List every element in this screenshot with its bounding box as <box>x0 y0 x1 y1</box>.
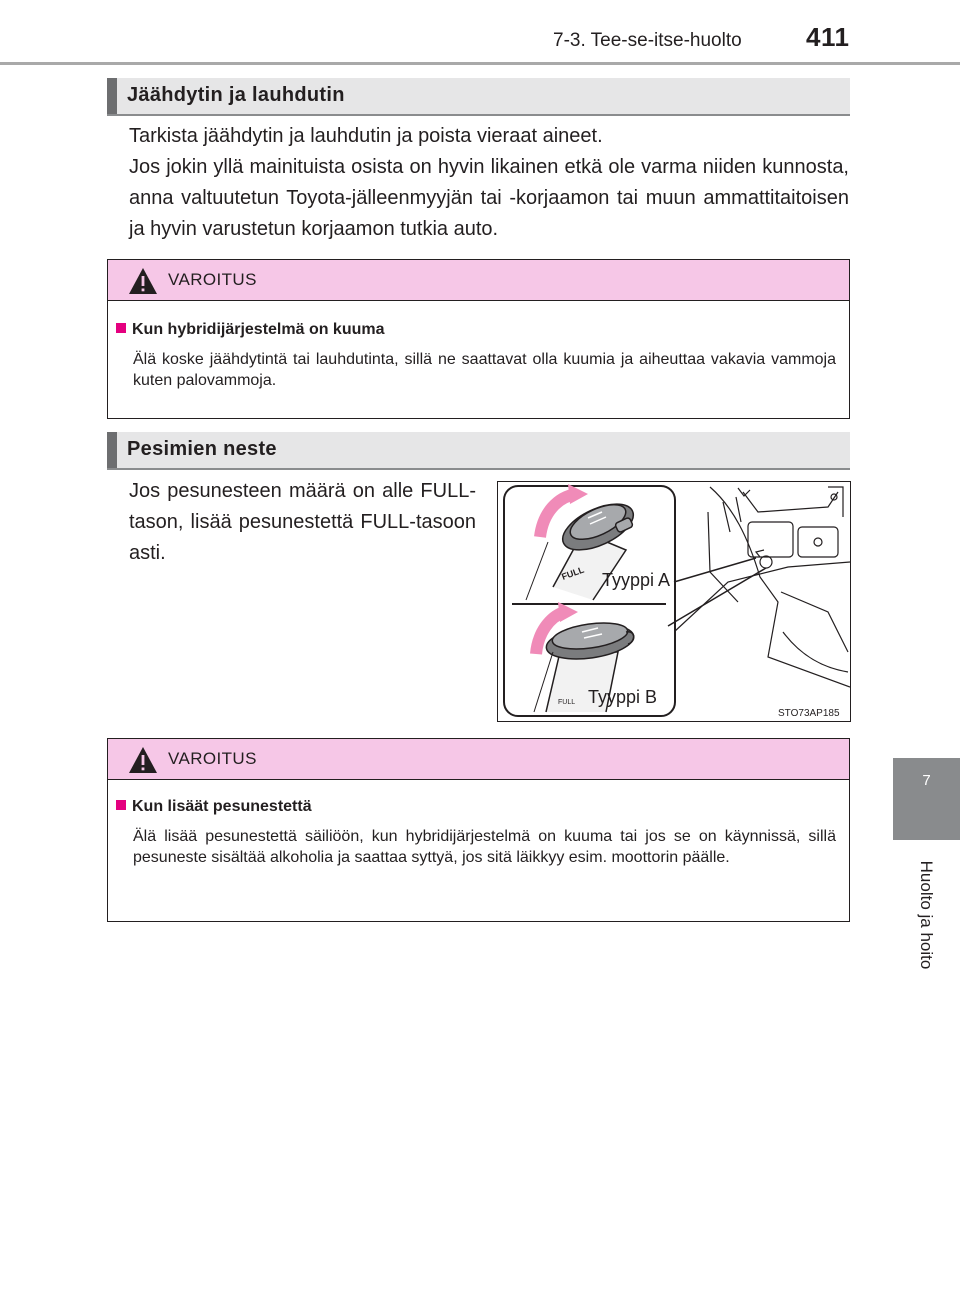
section-heading-text: Pesimien neste <box>127 438 277 460</box>
section-heading-radiator <box>107 78 850 116</box>
warning-subtitle-text: Kun hybridijärjestelmä on kuuma <box>132 321 385 338</box>
section-heading-bar <box>107 432 117 468</box>
body-paragraph: Tarkista jäähdytin ja lauhdutin ja poista vieraat aineet. <box>129 125 603 147</box>
warning-title: VAROITUS <box>168 749 257 768</box>
section-body-washer: Jos pesunesteen määrä on alle FULL-tason, lisää pesunestettä FULL-tasoon asti. <box>129 480 476 564</box>
chapter-tab-number: 7 <box>922 772 931 789</box>
warning-header <box>108 739 849 780</box>
section-heading-washer <box>107 432 850 470</box>
chapter-header: 7-3. Tee-se-itse-huolto <box>553 30 742 51</box>
page-number: 411 <box>806 22 850 52</box>
full-mark-a: FULL <box>560 564 586 582</box>
figure-label-type-a: Tyyppi A <box>602 570 671 590</box>
warning-subtitle <box>116 321 385 339</box>
header-rule <box>0 62 960 65</box>
figure-label-type-b: Tyyppi B <box>588 687 658 707</box>
bullet-square-icon <box>116 800 126 810</box>
figure-code: STO73AP185 <box>778 708 840 719</box>
warning-triangle-icon <box>128 746 158 774</box>
warning-text: Älä koske jäähdytintä tai lauhdutinta, sillä ne saattavat olla kuumia ja aiheuttaa vakavia vammoja kuten palovammoja. <box>133 351 836 389</box>
full-mark-b: FULL <box>558 699 576 706</box>
chapter-tab <box>893 758 960 840</box>
section-heading-text: Jäähdytin ja lauhdutin <box>127 84 345 106</box>
warning-subtitle-text: Kun lisäät pesunestettä <box>132 798 312 815</box>
warning-title: VAROITUS <box>168 270 257 289</box>
washer-fluid-illustration <box>497 481 851 722</box>
warning-box-washer-fluid <box>107 738 850 922</box>
section-body-radiator <box>129 121 849 245</box>
warning-box-hybrid-hot <box>107 259 850 419</box>
warning-header <box>108 260 849 301</box>
warning-subtitle <box>116 798 312 816</box>
warning-text: Älä lisää pesunestettä säiliöön, kun hybridijärjestelmä on kuuma tai jos se on käynnissä, sillä pesuneste sisältää alkoholia ja saattaa syttyä, jos sitä läikkyy esim. moottorin päälle. <box>133 828 836 866</box>
bullet-square-icon <box>116 323 126 333</box>
chapter-tab-label: Huolto ja hoito <box>917 860 936 970</box>
section-heading-bar <box>107 78 117 114</box>
warning-triangle-icon <box>128 267 158 295</box>
illustration-drawing <box>498 482 850 721</box>
body-paragraph: Jos jokin yllä mainituista osista on hyvin likainen etkä ole varma niiden kunnosta, anna valtuutetun Toyota-jälleenmyyjän tai -korjaamon tai muun ammattitaitoisen ja hyvin varustetun korjaamon tutkia auto. <box>129 156 849 240</box>
